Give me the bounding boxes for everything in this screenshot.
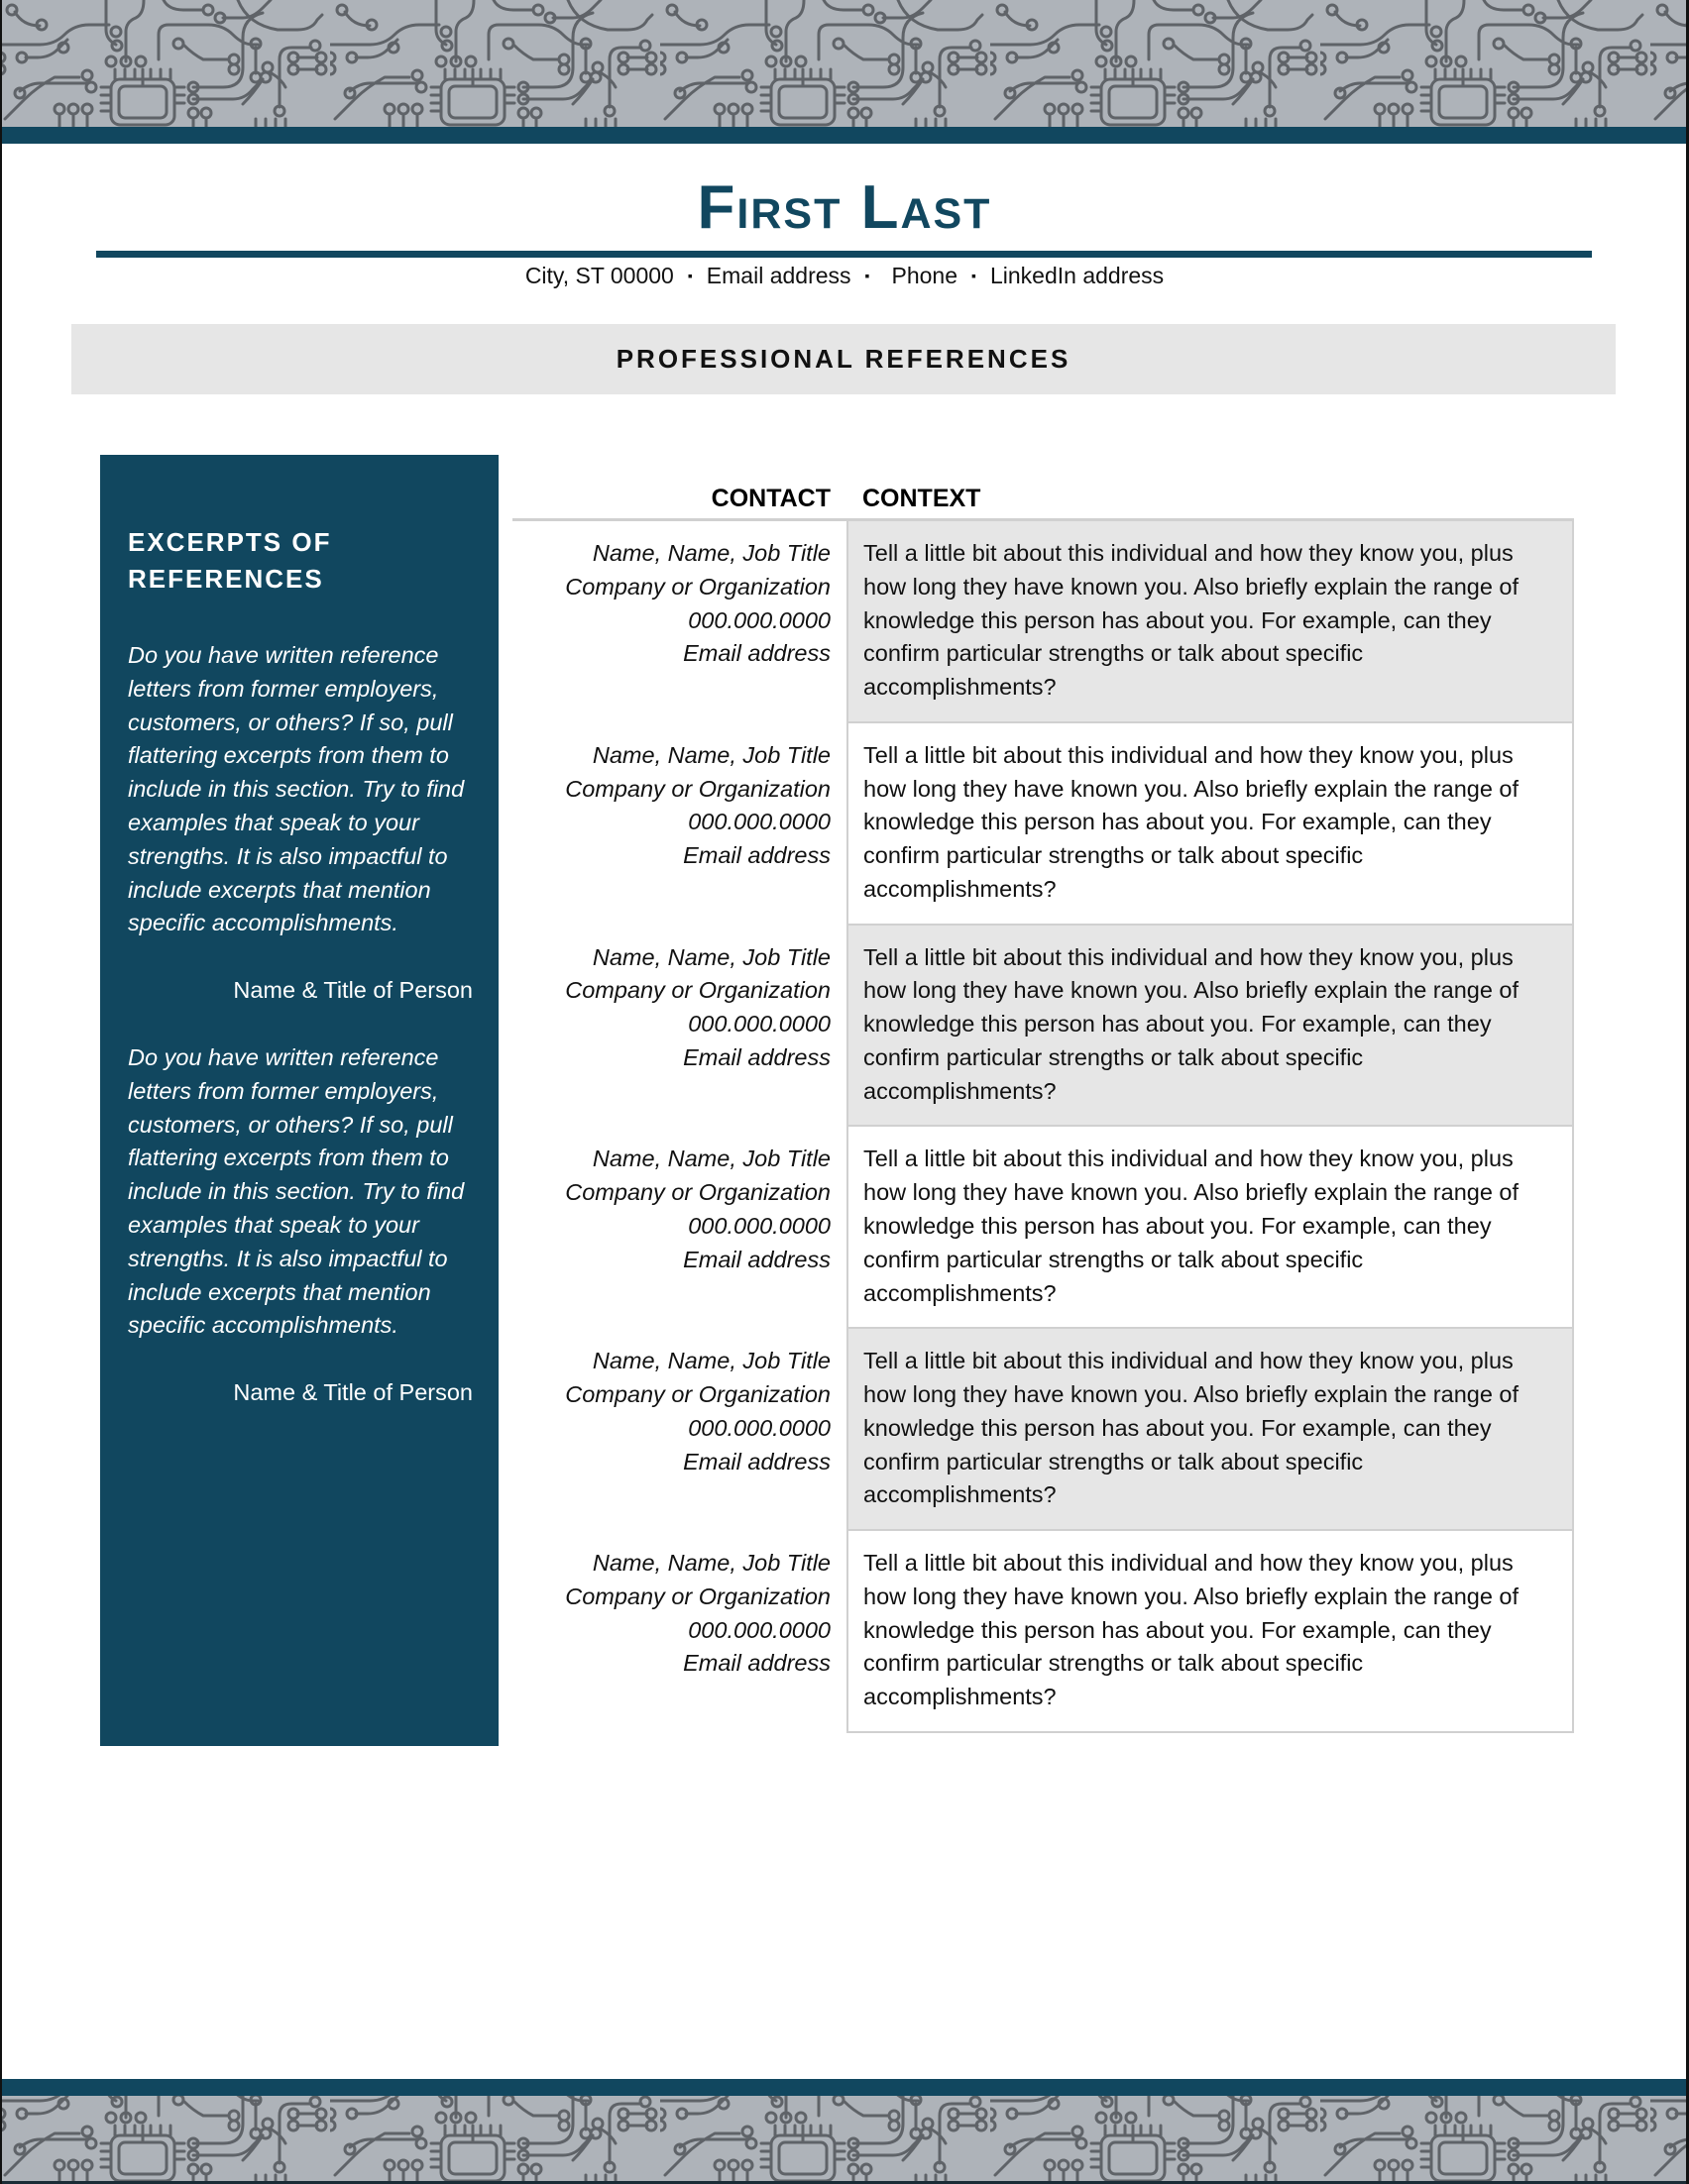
reference-name: Name, Name, Job Title bbox=[592, 1146, 831, 1172]
contact-cell bbox=[512, 1127, 846, 1329]
reference-email: Email address bbox=[683, 1043, 831, 1070]
table-row bbox=[512, 926, 1574, 1128]
contact-cell bbox=[512, 926, 846, 1128]
reference-phone: 000.000.0000 bbox=[688, 809, 831, 835]
reference-phone: 000.000.0000 bbox=[688, 1414, 831, 1441]
table-row bbox=[512, 1531, 1574, 1733]
bullet-separator-icon: ▪ bbox=[864, 268, 870, 283]
reference-company: Company or Organization bbox=[565, 1179, 831, 1206]
contact-cell bbox=[512, 1531, 846, 1733]
column-header-context: CONTEXT bbox=[862, 485, 981, 512]
contact-location: City, ST 00000 bbox=[524, 263, 674, 288]
table-row bbox=[512, 521, 1574, 723]
contact-email[interactable]: Email address bbox=[706, 263, 851, 288]
footer-accent-bar bbox=[0, 2079, 1689, 2096]
reference-name: Name, Name, Job Title bbox=[592, 741, 831, 768]
page-border-left bbox=[0, 0, 2, 2184]
contact-phone: Phone bbox=[891, 263, 958, 288]
applicant-name: First Last bbox=[697, 173, 992, 242]
header-circuit-pattern bbox=[0, 0, 1689, 127]
bullet-separator-icon: ▪ bbox=[687, 268, 693, 283]
reference-name: Name, Name, Job Title bbox=[592, 1348, 831, 1374]
circuit-board-pattern-icon bbox=[0, 2096, 1689, 2184]
reference-email: Email address bbox=[683, 1650, 831, 1677]
circuit-board-pattern-icon bbox=[0, 0, 1689, 127]
reference-company: Company or Organization bbox=[565, 1380, 831, 1407]
reference-company: Company or Organization bbox=[565, 1583, 831, 1609]
contact-cell bbox=[512, 1329, 846, 1531]
table-row bbox=[512, 723, 1574, 926]
contact-info-line bbox=[0, 260, 1689, 291]
reference-phone: 000.000.0000 bbox=[688, 606, 831, 633]
context-cell: Tell a little bit about this individual and how they know you, plus how long they have known you. Also briefly explain the range of knowledge this person has about you. For example, can they confirm particular strengths or talk about specific accomplishments? bbox=[846, 1127, 1574, 1329]
reference-company: Company or Organization bbox=[565, 573, 831, 600]
bullet-separator-icon: ▪ bbox=[971, 268, 976, 283]
references-table bbox=[512, 476, 1574, 1733]
table-row bbox=[512, 1329, 1574, 1531]
context-cell: Tell a little bit about this individual and how they know you, plus how long they have known you. Also briefly explain the range of knowledge this person has about you. For example, can they confirm particular strengths or talk about specific accomplishments? bbox=[846, 723, 1574, 926]
footer-circuit-pattern bbox=[0, 2096, 1689, 2184]
contact-linkedin[interactable]: LinkedIn address bbox=[989, 263, 1165, 288]
excerpt-attribution: Name & Title of Person bbox=[233, 977, 473, 1004]
reference-email: Email address bbox=[683, 640, 831, 667]
contact-cell bbox=[512, 723, 846, 926]
reference-email: Email address bbox=[683, 1448, 831, 1474]
reference-email: Email address bbox=[683, 1246, 831, 1272]
reference-excerpt: Do you have written reference letters from former employers, customers, or others? If so, pull flattering excerpts from them to include in this section. Try to find examples that speak to your strengths. It is also impactful to include excerpts that mention specific accomplishments. bbox=[128, 1043, 465, 1339]
sidebar-title-line: EXCERPTS OF bbox=[128, 527, 332, 557]
context-cell: Tell a little bit about this individual and how they know you, plus how long they have known you. Also briefly explain the range of knowledge this person has about you. For example, can they confirm particular strengths or talk about specific accomplishments? bbox=[846, 521, 1574, 723]
excerpts-sidebar bbox=[100, 455, 499, 1746]
reference-company: Company or Organization bbox=[565, 977, 831, 1004]
reference-phone: 000.000.0000 bbox=[688, 1011, 831, 1037]
reference-phone: 000.000.0000 bbox=[688, 1212, 831, 1239]
sidebar-title-line: REFERENCES bbox=[128, 564, 324, 594]
contact-cell bbox=[512, 521, 846, 723]
reference-company: Company or Organization bbox=[565, 775, 831, 802]
table-row bbox=[512, 1127, 1574, 1329]
column-header-contact: CONTACT bbox=[711, 485, 831, 512]
sidebar-title bbox=[128, 524, 473, 598]
section-title: PROFESSIONAL REFERENCES bbox=[616, 344, 1071, 374]
header-accent-bar bbox=[0, 127, 1689, 144]
section-heading-band bbox=[71, 324, 1616, 394]
context-cell: Tell a little bit about this individual and how they know you, plus how long they have known you. Also briefly explain the range of knowledge this person has about you. For example, can they confirm particular strengths or talk about specific accomplishments? bbox=[846, 1531, 1574, 1733]
header-rule bbox=[96, 251, 1592, 258]
context-cell: Tell a little bit about this individual and how they know you, plus how long they have known you. Also briefly explain the range of knowledge this person has about you. For example, can they confirm particular strengths or talk about specific accomplishments? bbox=[846, 926, 1574, 1128]
reference-name: Name, Name, Job Title bbox=[592, 1549, 831, 1576]
table-header-row bbox=[512, 476, 1574, 521]
context-cell: Tell a little bit about this individual and how they know you, plus how long they have known you. Also briefly explain the range of knowledge this person has about you. For example, can they confirm particular strengths or talk about specific accomplishments? bbox=[846, 1329, 1574, 1531]
reference-name: Name, Name, Job Title bbox=[592, 943, 831, 970]
reference-email: Email address bbox=[683, 842, 831, 869]
excerpt-attribution: Name & Title of Person bbox=[233, 1379, 473, 1406]
reference-phone: 000.000.0000 bbox=[688, 1616, 831, 1643]
reference-name: Name, Name, Job Title bbox=[592, 540, 831, 566]
reference-excerpt: Do you have written reference letters from former employers, customers, or others? If so, pull flattering excerpts from them to include in this section. Try to find examples that speak to your strengths. It is also impactful to include excerpts that mention specific accomplishments. bbox=[128, 642, 465, 936]
